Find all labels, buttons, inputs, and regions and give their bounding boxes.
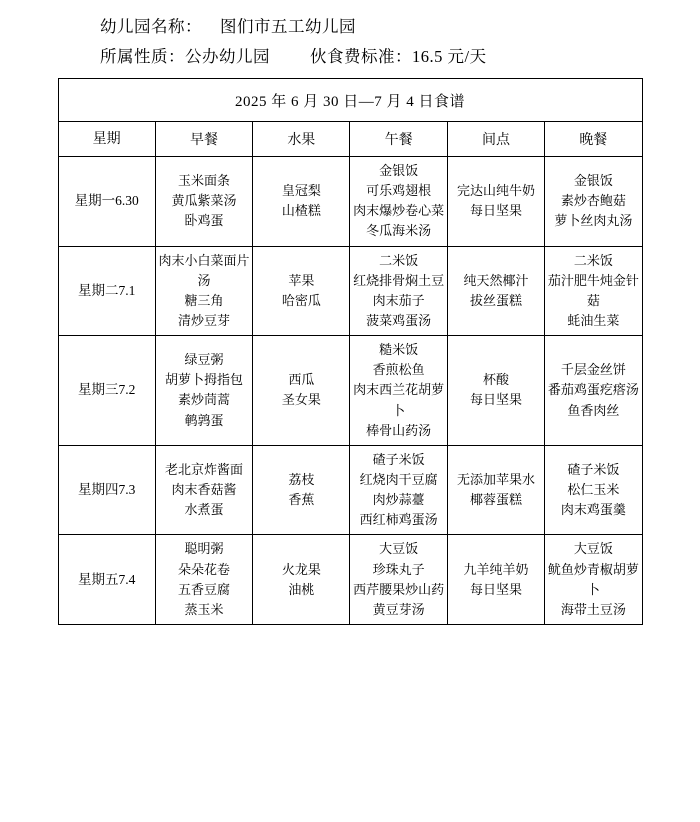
- table-title-row: [58, 79, 642, 122]
- lunch-cell: [350, 336, 447, 446]
- day-line: 7.2: [118, 382, 136, 398]
- lunch-cell: [350, 535, 447, 625]
- snack-cell: [447, 535, 544, 625]
- lunch-item: 碴子米饭: [372, 451, 425, 467]
- fee-value: 16.5 元/天: [412, 47, 487, 66]
- dinner-cell: [545, 445, 642, 535]
- snack-cell: [447, 336, 544, 446]
- breakfast-item: 鹌鹑蛋: [184, 412, 224, 428]
- day-line: 星期一: [74, 193, 116, 209]
- snack-cell: [447, 246, 544, 336]
- day-line: 6.30: [115, 193, 139, 209]
- table-row: [58, 535, 642, 625]
- day-line: 星期三: [77, 382, 119, 398]
- fruit-item: 苹果: [288, 272, 315, 288]
- day-line: 7.4: [118, 571, 136, 587]
- lunch-item: 肉末西兰花胡萝卜: [353, 382, 445, 418]
- snack-item: 纯天然椰汁: [463, 272, 529, 288]
- fruit-item: 油桃: [288, 581, 315, 597]
- dinner-item: 千层金丝饼: [560, 362, 626, 378]
- snack-cell: [447, 445, 544, 535]
- breakfast-cell: [155, 445, 252, 535]
- snack-item: 拔丝蛋糕: [469, 292, 522, 308]
- fruit-cell: [253, 535, 350, 625]
- dinner-item: 肉末鸡蛋羹: [560, 502, 626, 518]
- fruit-item: 哈密瓜: [281, 292, 321, 308]
- lunch-item: 可乐鸡翅根: [366, 183, 432, 199]
- column-header-dinner: 晚餐: [545, 122, 642, 157]
- breakfast-item: 糖三角: [184, 292, 224, 308]
- snack-item: 每日坚果: [469, 581, 522, 597]
- lunch-item: 黄豆芽汤: [372, 601, 425, 617]
- dinner-item: 海带土豆汤: [560, 601, 626, 617]
- day-line: 星期二: [77, 282, 119, 298]
- snack-item: 完达山纯牛奶: [456, 183, 535, 199]
- lunch-item: 冬瓜海米汤: [366, 223, 432, 239]
- table-body: [58, 157, 642, 625]
- lunch-item: 红烧肉干豆腐: [359, 471, 438, 487]
- breakfast-item: 肉末香菇酱: [171, 482, 237, 498]
- breakfast-item: 聪明粥: [184, 541, 224, 557]
- lunch-cell: [350, 246, 447, 336]
- breakfast-item: 黄瓜紫菜汤: [171, 193, 237, 209]
- lunch-item: 肉炒蒜薹: [372, 492, 425, 508]
- day-cell: [58, 246, 155, 336]
- breakfast-cell: [155, 535, 252, 625]
- fee-label: 伙食费标准：: [310, 47, 412, 66]
- table-title: 2025 年 6 月 30 日—7 月 4 日食谱: [58, 79, 642, 122]
- dinner-item: 二米饭: [573, 252, 613, 268]
- lunch-cell: [350, 445, 447, 535]
- lunch-item: 肉末茄子: [372, 292, 425, 308]
- dinner-item: 萝卜丝肉丸汤: [554, 213, 633, 229]
- school-name-label: 幼儿园名称：: [100, 17, 202, 36]
- snack-item: 杯酸: [482, 372, 509, 388]
- table-row: [58, 157, 642, 247]
- day-line: 7.1: [118, 282, 136, 298]
- dinner-item: 素炒杏鲍菇: [560, 193, 626, 209]
- day-cell: [58, 336, 155, 446]
- dinner-item: 碴子米饭: [567, 461, 620, 477]
- day-cell: [58, 157, 155, 247]
- dinner-item: 松仁玉米: [567, 482, 620, 498]
- snack-item: 无添加苹果水: [456, 471, 535, 487]
- lunch-item: 珍珠丸子: [372, 561, 425, 577]
- breakfast-item: 绿豆粥: [184, 352, 224, 368]
- snack-item: 每日坚果: [469, 203, 522, 219]
- breakfast-cell: [155, 157, 252, 247]
- lunch-item: 二米饭: [379, 252, 419, 268]
- table-header-row: [58, 122, 642, 157]
- lunch-item: 大豆饭: [379, 541, 419, 557]
- nature-label: 所属性质：: [100, 47, 185, 66]
- dinner-item: 鱿鱼炒青椒胡萝卜: [547, 561, 639, 597]
- breakfast-item: 蒸玉米: [184, 601, 224, 617]
- weekly-menu-table: [58, 78, 643, 625]
- dinner-item: 蚝油生菜: [567, 312, 620, 328]
- dinner-item: 大豆饭: [573, 541, 613, 557]
- column-header-fruit: 水果: [253, 122, 350, 157]
- breakfast-cell: [155, 246, 252, 336]
- lunch-cell: [350, 157, 447, 247]
- dinner-cell: [545, 246, 642, 336]
- fruit-item: 山楂糕: [281, 203, 321, 219]
- nature-and-fee-line: [0, 40, 700, 70]
- day-line: 7.3: [118, 481, 136, 497]
- snack-item: 九羊纯羊奶: [463, 561, 529, 577]
- dinner-cell: [545, 535, 642, 625]
- nature-value: 公办幼儿园: [185, 47, 270, 66]
- lunch-item: 西芹腰果炒山药: [353, 581, 445, 597]
- fruit-cell: [253, 157, 350, 247]
- fruit-cell: [253, 246, 350, 336]
- fruit-item: 圣女果: [281, 392, 321, 408]
- breakfast-item: 朵朵花卷: [177, 561, 230, 577]
- dinner-item: 金银饭: [573, 173, 613, 189]
- breakfast-cell: [155, 336, 252, 446]
- fruit-cell: [253, 336, 350, 446]
- dinner-cell: [545, 157, 642, 247]
- column-header-lunch: 午餐: [350, 122, 447, 157]
- table-row: [58, 445, 642, 535]
- school-name-line: [0, 10, 700, 40]
- lunch-item: 肉末爆炒卷心菜: [353, 203, 445, 219]
- snack-cell: [447, 157, 544, 247]
- snack-item: 每日坚果: [469, 392, 522, 408]
- lunch-item: 菠菜鸡蛋汤: [366, 312, 432, 328]
- breakfast-item: 水煮蛋: [184, 502, 224, 518]
- lunch-item: 红烧排骨焖土豆: [353, 272, 445, 288]
- lunch-item: 西红柿鸡蛋汤: [359, 512, 438, 528]
- column-header-snack: 间点: [447, 122, 544, 157]
- day-cell: [58, 535, 155, 625]
- fruit-item: 皇冠梨: [281, 183, 321, 199]
- table-row: [58, 336, 642, 446]
- school-name-value: 图们市五工幼儿园: [220, 17, 356, 36]
- breakfast-item: 肉末小白菜面片汤: [158, 252, 250, 288]
- dinner-item: 番茄鸡蛋疙瘩汤: [547, 382, 639, 398]
- dinner-cell: [545, 336, 642, 446]
- lunch-item: 金银饭: [379, 163, 419, 178]
- dinner-item: 鱼香肉丝: [567, 402, 620, 418]
- breakfast-item: 五香豆腐: [177, 581, 230, 597]
- breakfast-item: 胡萝卜拇指包: [164, 372, 243, 388]
- day-cell: [58, 445, 155, 535]
- fruit-item: 香蕉: [288, 492, 315, 508]
- lunch-item: 棒骨山药汤: [366, 422, 432, 438]
- dinner-item: 茄汁肥牛炖金针菇: [547, 272, 639, 308]
- fruit-item: 西瓜: [288, 372, 315, 388]
- lunch-item: 香煎松鱼: [372, 362, 425, 378]
- breakfast-item: 老北京炸酱面: [164, 461, 243, 477]
- breakfast-item: 素炒茼蒿: [177, 392, 230, 408]
- column-header-day: 星期: [58, 122, 155, 157]
- day-line: 星期五: [77, 571, 119, 587]
- lunch-item: 糙米饭: [379, 342, 419, 358]
- snack-item: 椰蓉蛋糕: [469, 492, 522, 508]
- fruit-item: 火龙果: [281, 561, 321, 577]
- day-line: 星期四: [77, 481, 119, 497]
- fruit-item: 荔枝: [288, 471, 315, 487]
- breakfast-item: 玉米面条: [177, 173, 230, 189]
- fruit-cell: [253, 445, 350, 535]
- table-row: [58, 246, 642, 336]
- column-header-breakfast: 早餐: [155, 122, 252, 157]
- breakfast-item: 卧鸡蛋: [184, 213, 224, 229]
- breakfast-item: 清炒豆芽: [177, 312, 230, 328]
